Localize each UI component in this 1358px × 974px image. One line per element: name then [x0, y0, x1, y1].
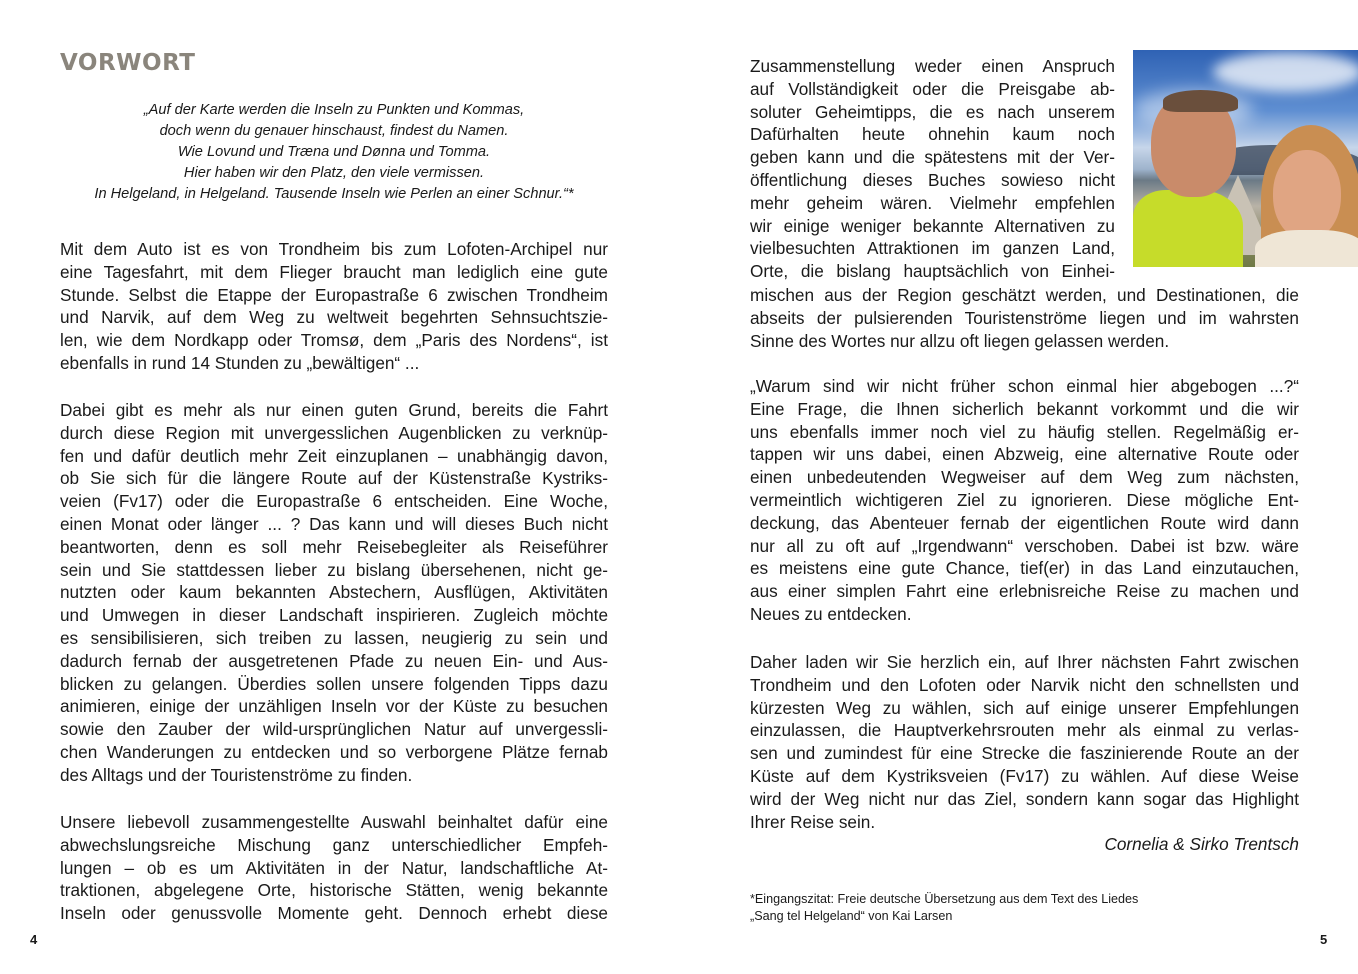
text-line: dadurch fernab der ausgetretenen Pfade zu neuen Ein- und Aus-	[60, 650, 608, 671]
text-line: geben kann und die spätestens mit der Ver-	[750, 147, 1115, 168]
text-line: mischen aus der Region geschätzt werden, und Destinationen, die	[750, 285, 1299, 305]
text-line: lungen – ob es um Aktivitäten in der Natur, landschaftliche At-	[60, 857, 608, 878]
text-line: uns ebenfalls immer noch viel zu häufig stellen. Regelmäßig er-	[750, 421, 1299, 442]
text-line: Ihrer Reise sein.	[750, 811, 876, 832]
cloud-shape	[1213, 52, 1358, 92]
text-line: Orte, die bislang hauptsächlich von Einhei-	[750, 261, 1115, 282]
text-line: Trondheim und den Lofoten oder Narvik nicht den schnellsten und	[750, 674, 1299, 695]
text-line: chen Wanderungen zu entdecken und so verborgene Plätze fernab	[60, 741, 608, 762]
paragraph-1	[60, 238, 608, 375]
text-line: auf Vollständigkeit oder die Preisgabe ab-	[750, 78, 1115, 99]
paragraph-4	[750, 375, 1299, 626]
text-line: len, wie dem Nordkapp oder Tromsø, dem „Paris des Nordens“, ist	[60, 330, 608, 351]
text-line: Daher laden wir Sie herzlich ein, auf Ihrer nächsten Fahrt zwischen	[750, 652, 1299, 672]
text-line: tappen wir uns dabei, einen Abzweig, eine alternative Route oder	[750, 444, 1299, 465]
paragraph-5	[750, 651, 1299, 833]
text-line: ob Sie sich für die längere Route auf der Küstenstraße Kystriks-	[60, 468, 608, 489]
footnote	[750, 891, 1138, 924]
text-line: Küste auf dem Kystriksveien (Fv17) zu wählen. Auf diese Weise	[750, 765, 1299, 786]
text-line: animieren, einige der unzähligen Inseln vor der Küste zu besuchen	[60, 696, 608, 717]
paragraph-3	[60, 811, 608, 925]
text-line: Sinne des Wortes nur allzu oft liegen gelassen werden.	[750, 330, 1170, 351]
text-line: Dafürhalten heute ohnehin kaum noch	[750, 124, 1115, 145]
man-hair-shape	[1163, 90, 1238, 112]
text-line: nutzten oder kaum bekannten Abstechern, Ausflügen, Aktivitäten	[60, 582, 608, 603]
authors-photo	[1133, 50, 1358, 267]
text-line: vermeintlich wichtigeren Ziel zu ignorieren. Diese mögliche Ent-	[750, 489, 1299, 510]
text-line: ebenfalls in rund 14 Stunden zu „bewältigen“ ...	[60, 352, 420, 373]
text-line: eine Tagesfahrt, mit dem Flieger braucht man lediglich eine gute	[60, 261, 608, 282]
epigraph-line: Wie Lovund und Træna und Dønna und Tomma.	[177, 144, 491, 160]
text-line: Inseln oder genussvolle Momente geht. Dennoch erhebt diese	[60, 903, 608, 924]
text-line: vielbesuchten Attraktionen im ganzen Land,	[750, 238, 1115, 259]
epigraph-line: In Helgeland, in Helgeland. Tausende Inseln wie Perlen an einer Schnur.“*	[94, 186, 574, 202]
text-line: sein und Sie stattdessen lieber zu bislang übersehenen, nicht ge-	[60, 559, 608, 580]
text-line: soluter Geheimtipps, die es nach unserem	[750, 101, 1115, 122]
footnote-line: *Eingangszitat: Freie deutsche Übersetzung aus dem Text des Liedes	[750, 892, 1139, 906]
text-line: „Warum sind wir nicht früher schon einmal hier abgebogen ...?“	[750, 376, 1299, 396]
page-number-right: 5	[1320, 932, 1328, 947]
epigraph-line: doch wenn du genauer hinschaust, findest du Namen.	[159, 123, 509, 139]
paragraph-continued-full	[750, 284, 1299, 352]
woman-face-shape	[1273, 150, 1341, 240]
right-page	[679, 0, 1358, 974]
page-title: VORWORT	[60, 50, 196, 76]
text-line: abseits der pulsierenden Touristenströme liegen und im wahrsten	[750, 307, 1299, 328]
text-line: Mit dem Auto ist es von Trondheim bis zum Lofoten-Archipel nur	[60, 239, 608, 259]
text-line: einzulassen, die Hauptverkehrsrouten mehr als einmal zu verlas-	[750, 720, 1299, 741]
text-line: wir einige weniger bekannte Alternativen zu	[750, 215, 1115, 236]
text-line: Dabei gibt es mehr als nur einen guten Grund, bereits die Fahrt	[60, 400, 608, 420]
text-line: nur all zu oft auf „Irgendwann“ verschoben. Dabei ist bzw. wäre	[750, 535, 1299, 556]
epigraph-quote	[60, 100, 608, 205]
text-line: einen unbedeutenden Wegweiser auf dem Weg zum nächsten,	[750, 467, 1299, 488]
paragraph-continued-wrapped	[750, 55, 1115, 283]
page-number-left: 4	[30, 932, 38, 947]
text-line: mehr geheim wären. Vielmehr empfehlen	[750, 192, 1115, 213]
text-line: Eine Frage, die Ihnen sicherlich bekannt vorkommt und die wir	[750, 398, 1299, 419]
text-line: kürzesten Weg zu wählen, sich auf einige unserer Empfehlungen	[750, 697, 1299, 718]
woman-top-shape	[1255, 230, 1358, 267]
text-line: aus einer simplen Fahrt eine erlebnisreiche Reise zu machen und	[750, 581, 1299, 602]
text-line: des Alltags und der Touristenströme zu finden.	[60, 764, 413, 785]
text-line: Stunde. Selbst die Etappe der Europastraße 6 zwischen Trondheim	[60, 284, 608, 305]
text-line: und Umwegen in dieser Landschaft inspirieren. Zugleich möchte	[60, 605, 608, 626]
text-line: blicken zu gelangen. Überdies sollen unsere folgenden Tipps dazu	[60, 673, 608, 694]
epigraph-line: „Auf der Karte werden die Inseln zu Punkten und Kommas,	[143, 102, 525, 118]
text-line: öffentlichung dieses Buches sowieso nicht	[750, 169, 1115, 190]
text-line: fen und dafür deutlich mehr Zeit einzuplanen – unabhängig davon,	[60, 445, 608, 466]
text-line: es meistens eine gute Chance, tief(er) in das Land einzutauchen,	[750, 558, 1299, 579]
author-signature: Cornelia & Sirko Trentsch	[1104, 834, 1299, 854]
text-line: deckung, das Abenteuer fernab der eigentlichen Route wird dann	[750, 512, 1299, 533]
text-line: und Narvik, auf dem Weg zu weltweit begehrten Sehnsuchtszie-	[60, 307, 608, 328]
text-line: abwechslungsreiche Mischung ganz unterschiedlicher Empfeh-	[60, 834, 608, 855]
text-line: es sensibilisieren, sich treiben zu lassen, neugierig zu sein und	[60, 627, 608, 648]
man-jacket-shape	[1133, 190, 1243, 267]
text-line: einen Monat oder länger ... ? Das kann und will dieses Buch nicht	[60, 513, 608, 534]
text-line: sowie den Zauber der wild-ursprünglichen Natur auf unvergessli-	[60, 719, 608, 740]
text-line: traktionen, abgelegene Orte, historische Stätten, wenig bekannte	[60, 880, 608, 901]
text-line: wird der Weg nicht nur das Ziel, sondern kann sogar das Highlight	[750, 788, 1299, 809]
paragraph-2	[60, 399, 608, 787]
text-line: sen und zumindest für eine Strecke die faszinierende Route an der	[750, 743, 1299, 764]
text-line: durch diese Region mit unvergesslichen Augenblicken zu verknüp-	[60, 422, 608, 443]
footnote-line: „Sang tel Helgeland“ von Kai Larsen	[750, 908, 953, 923]
text-line: veien (Fv17) oder die Europastraße 6 entscheiden. Eine Woche,	[60, 491, 608, 512]
text-line: Neues zu entdecken.	[750, 603, 912, 624]
epigraph-line: Hier haben wir den Platz, den viele vermissen.	[183, 165, 485, 181]
text-line: Zusammenstellung weder einen Anspruch	[750, 56, 1115, 76]
text-line: beantworten, denn es soll mehr Reisebegleiter als Reiseführer	[60, 536, 608, 557]
text-line: Unsere liebevoll zusammengestellte Auswahl beinhaltet dafür eine	[60, 812, 608, 832]
